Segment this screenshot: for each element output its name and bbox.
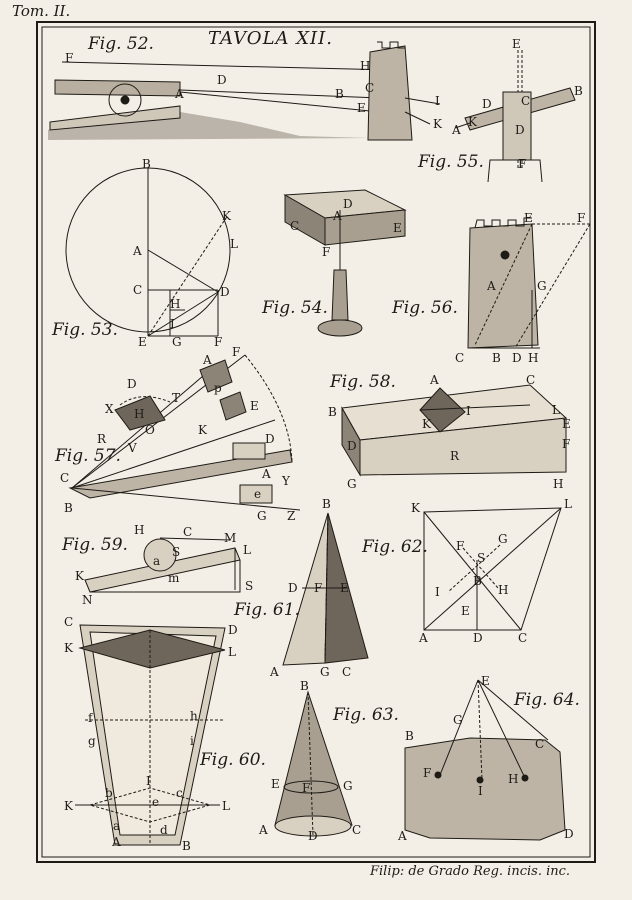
fig59-label-S: S [172, 545, 181, 559]
fig56-label-F: F [577, 211, 586, 225]
fig58-label-R: R [450, 449, 460, 463]
fig56-label-E: E [524, 211, 533, 225]
fig52-label-K: K [433, 117, 442, 131]
engraver-credit: Filip: de Grado Reg. incis. inc. [370, 864, 571, 879]
fig61-label-B: B [322, 497, 331, 511]
fig53-label-E: E [138, 335, 147, 349]
fig63-label-G: G [343, 779, 353, 793]
fig62-title: Fig. 62. [362, 537, 428, 557]
fig59-label-m: m [168, 571, 180, 585]
fig62-label-B: B [473, 574, 482, 588]
fig57-label-e: e [254, 487, 262, 501]
fig64-label-H: H [508, 772, 519, 786]
fig55-label-C: C [521, 94, 531, 108]
fig61-label-C: C [342, 665, 352, 679]
fig53-label-D: D [220, 285, 230, 299]
fig57-label-Y: Y [282, 474, 290, 488]
fig60-label-g: g [88, 734, 96, 748]
fig58-label-A: A [430, 373, 439, 387]
fig58-label-K: K [422, 417, 431, 431]
fig62-label-G: G [498, 532, 508, 546]
fig63-label-E: E [271, 777, 280, 791]
fig62-label-D: D [473, 631, 483, 645]
fig59-label-K: K [75, 569, 84, 583]
fig55-label-K: K [468, 115, 477, 129]
fig58-label-L: L [552, 403, 560, 417]
fig59-label-C: C [183, 525, 193, 539]
fig53-label-F: F [214, 335, 223, 349]
fig60-label-K2: K [64, 799, 73, 813]
fig55-title: Fig. 55. [418, 152, 484, 172]
fig52-label-A: A [175, 87, 184, 101]
fig54-label-C: C [290, 219, 300, 233]
fig61-label-F: F [314, 581, 323, 595]
fig62-label-H: H [498, 583, 509, 597]
fig53-label-C: C [133, 283, 143, 297]
fig64-title: Fig. 64. [514, 690, 580, 710]
fig52-label-C: C [365, 81, 375, 95]
fig53-label-B: B [142, 157, 151, 171]
fig58-label-G: G [347, 477, 357, 491]
fig57-label-T: T [172, 391, 181, 405]
fig60-label-A: A [112, 835, 121, 849]
fig57-label-p: p [214, 381, 222, 395]
fig61-title: Fig. 61. [234, 600, 300, 620]
fig62-drawing [424, 508, 561, 630]
fig64-label-F: F [423, 766, 432, 780]
fig59-label-S2: S [245, 579, 254, 593]
fig54-label-E: E [393, 221, 402, 235]
fig58-label-B: B [328, 405, 337, 419]
volume-label: Tom. II. [12, 2, 71, 20]
plate-title: TAVOLA XII. [208, 28, 333, 49]
fig58-label-D: D [347, 439, 357, 453]
fig60-label-b: b [105, 786, 113, 800]
fig59-label-H: H [134, 523, 145, 537]
fig60-label-f: f [88, 711, 93, 725]
fig60-title: Fig. 60. [200, 750, 266, 770]
fig54-title: Fig. 54. [262, 298, 328, 318]
fig60-label-a: a [113, 819, 121, 833]
fig60-label-L: L [228, 645, 236, 659]
fig54-label-A: A [333, 209, 342, 223]
fig57-label-R: R [97, 432, 107, 446]
fig60-label-B: B [182, 839, 191, 853]
fig57-label-V: V [128, 441, 137, 455]
fig54-label-F: F [322, 245, 331, 259]
fig58-title: Fig. 58. [330, 372, 396, 392]
fig59-label-L: L [243, 543, 251, 557]
fig57-label-O: O [145, 423, 155, 437]
fig56-label-H: H [528, 351, 539, 365]
fig60-label-I: I [146, 774, 151, 788]
fig54-label-D: D [343, 197, 353, 211]
fig53-label-H: H [170, 297, 181, 311]
fig56-label-B: B [492, 351, 501, 365]
fig60-label-L2: L [222, 799, 230, 813]
fig52-label-I: I [435, 94, 440, 108]
fig52-label-E: E [357, 101, 366, 115]
fig53-label-K: K [222, 209, 231, 223]
fig62-label-F: F [456, 539, 465, 553]
fig57-label-X: X [105, 402, 114, 416]
fig57-label-G: G [257, 509, 267, 523]
fig60-label-e: e [152, 795, 160, 809]
fig52-label-H: H [360, 59, 371, 73]
fig52-drawing [48, 42, 440, 140]
fig57-label-C: C [60, 471, 70, 485]
fig61-label-G: G [320, 665, 330, 679]
fig64-label-I: I [478, 784, 483, 798]
fig57-title: Fig. 57. [55, 446, 121, 466]
fig63-label-C: C [352, 823, 362, 837]
fig56-label-A: A [487, 279, 496, 293]
fig57-label-K: K [198, 423, 207, 437]
fig63-label-B: B [300, 679, 309, 693]
fig60-label-K: K [64, 641, 73, 655]
fig58-label-E: E [562, 417, 571, 431]
fig64-label-E: E [481, 674, 490, 688]
fig53-title: Fig. 53. [52, 320, 118, 340]
fig57-label-A2: A [262, 467, 271, 481]
fig59-label-N: N [82, 593, 93, 607]
fig57-label-Z: Z [287, 509, 296, 523]
fig64-label-D: D [564, 827, 574, 841]
fig64-label-B: B [405, 729, 414, 743]
fig62-label-K: K [411, 501, 420, 515]
fig64-label-C: C [535, 737, 545, 751]
fig61-label-A: A [270, 665, 279, 679]
fig60-label-d: d [160, 823, 168, 837]
fig59-title: Fig. 59. [62, 535, 128, 555]
fig52-label-D: D [217, 73, 227, 87]
fig53-label-I: I [170, 317, 175, 331]
fig57-label-E: E [250, 399, 259, 413]
fig56-label-C: C [455, 351, 465, 365]
fig52-title: Fig. 52. [88, 34, 154, 54]
fig53-label-G: G [172, 335, 182, 349]
fig64-label-A: A [398, 829, 407, 843]
fig61-label-D: D [288, 581, 298, 595]
fig55-label-D: D [482, 97, 492, 111]
fig62-label-I: I [435, 585, 440, 599]
fig57-label-F: F [232, 345, 241, 359]
fig58-label-H: H [553, 477, 564, 491]
fig53-drawing [66, 168, 230, 336]
fig60-label-C: C [64, 615, 74, 629]
fig55-label-D2: D [515, 123, 525, 137]
fig63-label-D: D [308, 829, 318, 843]
fig57-label-B: B [64, 501, 73, 515]
fig57-label-A: A [203, 353, 212, 367]
fig60-label-i: i [190, 734, 194, 748]
fig55-label-F: F [518, 157, 527, 171]
fig55-label-B: B [574, 84, 583, 98]
fig64-label-G: G [453, 713, 463, 727]
fig60-label-D: D [228, 623, 238, 637]
fig60-label-c: c [176, 786, 183, 800]
fig58-label-F: F [562, 437, 571, 451]
fig62-label-A: A [419, 631, 428, 645]
fig56-title: Fig. 56. [392, 298, 458, 318]
fig62-label-C: C [518, 631, 528, 645]
fig59-label-M: M [224, 531, 237, 545]
fig60-label-h: h [190, 709, 198, 723]
fig63-label-F: F [302, 781, 311, 795]
fig58-label-I: I [466, 404, 471, 418]
fig56-label-D: D [512, 351, 522, 365]
fig57-label-H: H [134, 407, 145, 421]
fig57-label-D2: D [265, 432, 275, 446]
fig53-label-A: A [133, 244, 142, 258]
fig61-label-E: E [340, 581, 349, 595]
fig62-label-L: L [564, 497, 572, 511]
fig63-label-A: A [259, 823, 268, 837]
fig55-label-E: E [512, 37, 521, 51]
fig60-drawing [75, 625, 225, 845]
fig55-label-A: A [452, 123, 461, 137]
fig56-label-G: G [537, 279, 547, 293]
fig63-title: Fig. 63. [333, 705, 399, 725]
fig62-label-S: S [477, 551, 486, 565]
fig59-label-a: a [153, 554, 161, 568]
fig52-label-B: B [335, 87, 344, 101]
fig57-label-D: D [127, 377, 137, 391]
fig52-label-F: F [65, 51, 74, 65]
fig53-label-L: L [230, 237, 238, 251]
fig62-label-E: E [461, 604, 470, 618]
fig58-label-C: C [526, 373, 536, 387]
